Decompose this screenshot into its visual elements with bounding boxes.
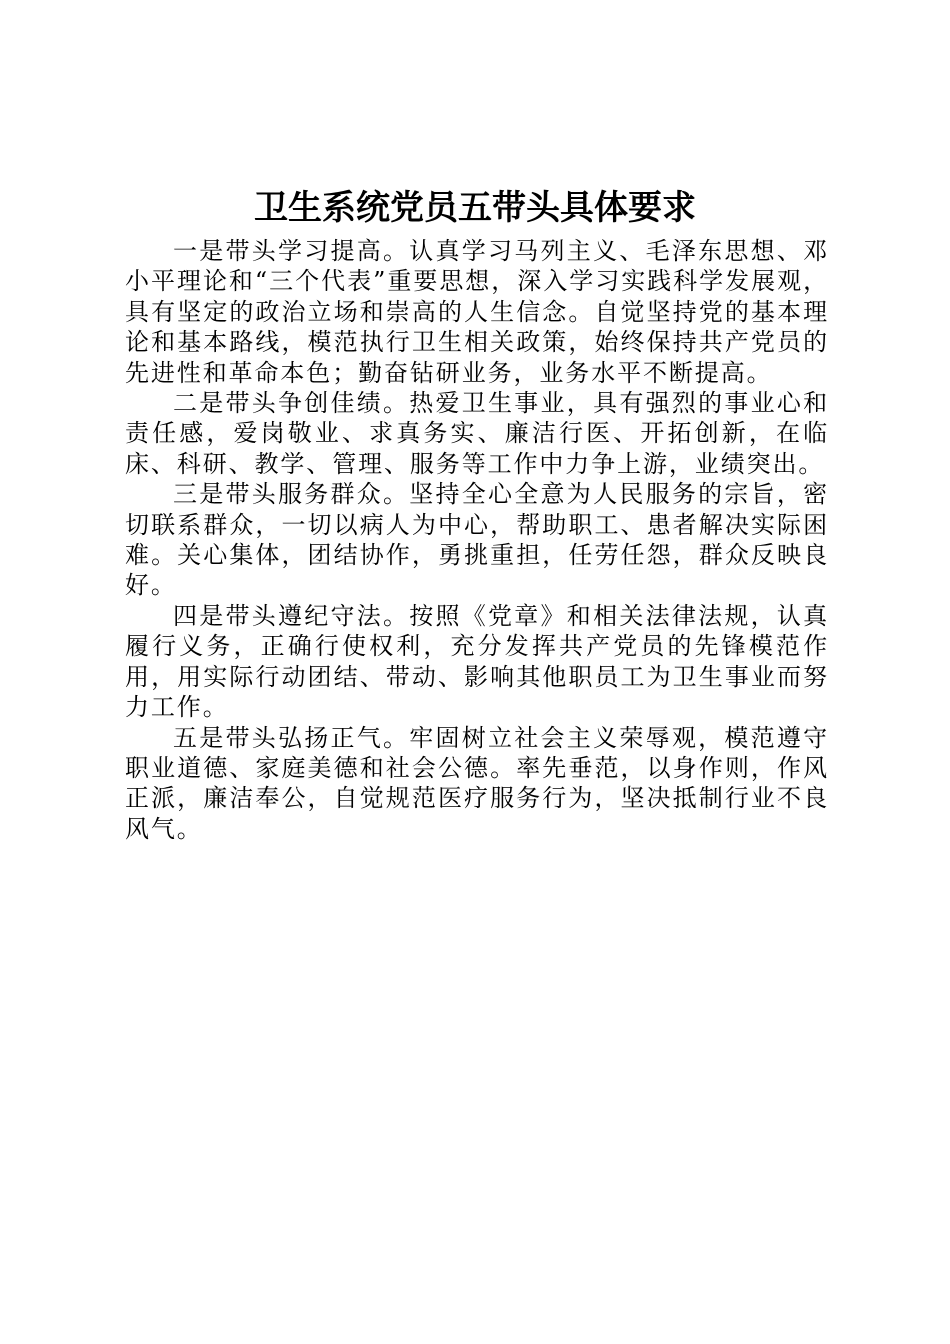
paragraph-achievement: 二是带头争创佳绩。热爱卫生事业，具有强烈的事业心和责任感，爱岗敬业、求真务实、廉洁行医、开拓创新，在临床、科研、教学、管理、服务等工作中力争上游，业绩突出。 [125,389,829,478]
document-title: 卫生系统党员五带头具体要求 [254,188,696,228]
paragraph-integrity: 五是带头弘扬正气。牢固树立社会主义荣辱观，模范遵守职业道德、家庭美德和社会公德。率先垂范，以身作则，作风正派，廉洁奉公，自觉规范医疗服务行为，坚决抵制行业不良风气。 [125,723,829,843]
paragraph-service: 三是带头服务群众。坚持全心全意为人民服务的宗旨，密切联系群众，一切以病人为中心，帮助职工、患者解决实际困难。关心集体，团结协作，勇挑重担，任劳任怨，群众反映良好。 [125,480,829,600]
document-body [125,236,829,844]
paragraph-law: 四是带头遵纪守法。按照《党章》和相关法律法规，认真履行义务，正确行使权利，充分发挥共产党员的先锋模范作用，用实际行动团结、带动、影响其他职员工为卫生事业而努力工作。 [125,601,829,722]
paragraph-study: 一是带头学习提高。认真学习马列主义、毛泽东思想、邓小平理论和“三个代表”重要思想，深入学习实践科学发展观，具有坚定的政治立场和崇高的人生信念。自觉坚持党的基本理论和基本路线，模范执行卫生相关政策，始终保持共产党员的先进性和革命本色；勤奋钻研业务，业务水平不断提高。 [125,237,829,387]
